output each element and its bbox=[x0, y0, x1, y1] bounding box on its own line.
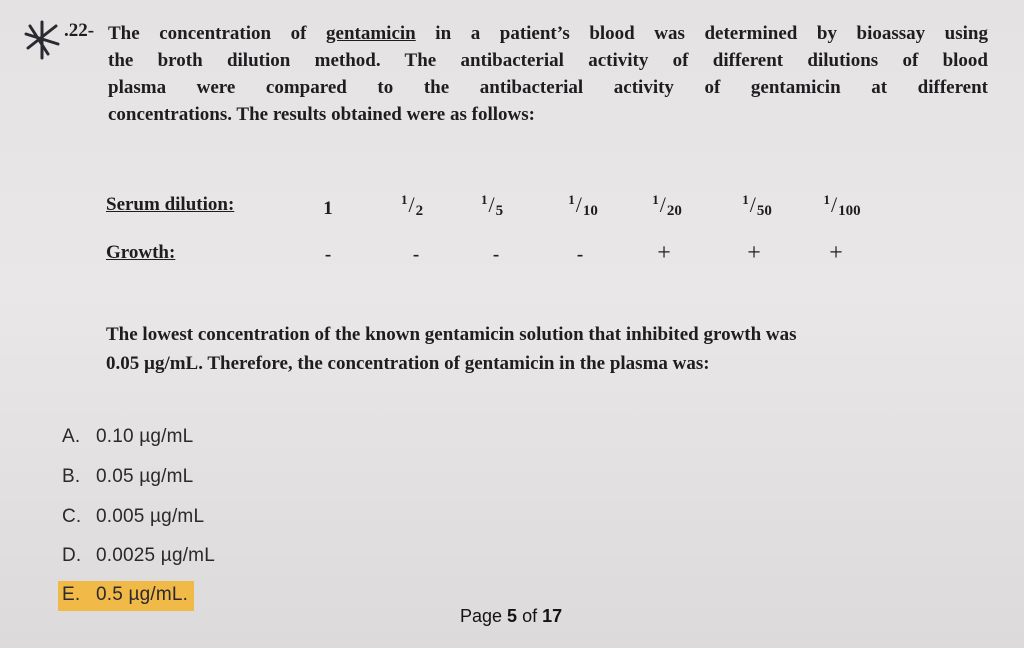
option-d[interactable]: D. 0.0025 µg/mL bbox=[62, 545, 215, 566]
conclusion-text bbox=[106, 320, 966, 378]
growth-label: Growth: bbox=[106, 242, 176, 263]
growth-cell: - bbox=[412, 244, 420, 265]
dilution-cell: $^1$/100 bbox=[823, 192, 861, 219]
growth-cell: - bbox=[324, 244, 332, 265]
question-line-4: concentrations. The results obtained were as follows: bbox=[108, 104, 535, 125]
dilution-cell: $^1$/50 bbox=[742, 192, 772, 219]
dilution-cell: $^1$/2 bbox=[400, 192, 424, 219]
option-c[interactable]: C. 0.005 µg/mL bbox=[62, 506, 205, 527]
question-line-1: The concentration of gentamicin in a patient’s blood was determined by bioassay using bbox=[108, 23, 988, 44]
option-b[interactable]: B. 0.05 µg/mL bbox=[62, 466, 194, 487]
drug-word: gentamicin bbox=[326, 23, 416, 44]
star-mark-icon bbox=[22, 18, 62, 60]
conclusion-line-1: The lowest concentration of the known gentamicin solution that inhibited growth was bbox=[106, 324, 797, 345]
conclusion-line-2: 0.05 µg/mL. Therefore, the concentration of gentamicin in the plasma was: bbox=[106, 353, 710, 374]
dilution-cell: $^1$/20 bbox=[652, 192, 682, 219]
question-number: .22- bbox=[64, 20, 95, 41]
growth-cell: + bbox=[657, 240, 671, 266]
growth-cell: + bbox=[747, 240, 761, 266]
dilution-cell: 1 bbox=[323, 198, 333, 219]
option-a[interactable]: A. 0.10 µg/mL bbox=[62, 426, 194, 447]
page-number: Page 5 of 17 bbox=[460, 606, 563, 626]
growth-cell: + bbox=[829, 240, 843, 266]
dilution-cell: $^1$/5 bbox=[480, 192, 504, 219]
growth-cell: - bbox=[576, 244, 584, 265]
question-line-3: plasma were compared to the antibacterial activity of gentamicin at different bbox=[108, 77, 988, 98]
serum-dilution-label: Serum dilution: bbox=[106, 194, 235, 215]
growth-cell: - bbox=[492, 244, 500, 265]
option-e-highlighted[interactable]: E. 0.5 µg/mL. bbox=[58, 581, 194, 611]
question-line-2: the broth dilution method. The antibacterial activity of different dilutions of blood bbox=[108, 50, 988, 71]
dilution-cell: $^1$/10 bbox=[568, 192, 598, 219]
question-text bbox=[108, 20, 988, 128]
